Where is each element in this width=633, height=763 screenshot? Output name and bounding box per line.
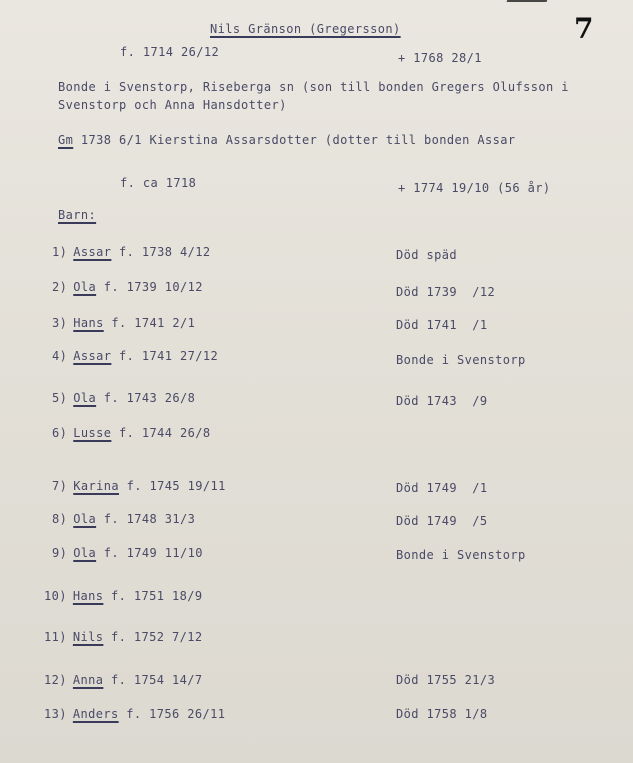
description-line-1: Bonde i Svenstorp, Riseberga sn (son till bonden Gregers Olufsson i [58, 80, 569, 94]
child-name: Ola [73, 512, 97, 526]
person-title: Nils Gränson (Gregersson) [210, 22, 401, 36]
child-birth: f. 1744 26/8 [111, 426, 211, 440]
child-number: 13) [44, 707, 67, 721]
child-note: Död 1741 /1 [396, 318, 488, 332]
child-number: 1) [52, 245, 68, 259]
person-death: + 1768 28/1 [398, 51, 482, 65]
child-note: Död späd [396, 248, 457, 262]
child-note: Död 1749 /1 [396, 481, 488, 495]
child-number: 4) [52, 349, 68, 363]
child-row [52, 479, 226, 493]
child-row [52, 512, 195, 526]
child-row [52, 391, 195, 405]
child-number: 3) [52, 316, 68, 330]
child-row [44, 589, 203, 603]
child-name: Karina [73, 479, 119, 493]
child-note: Död 1758 1/8 [396, 707, 488, 721]
child-name: Assar [73, 349, 112, 363]
child-row [52, 546, 203, 560]
marriage-text: 1738 6/1 Kierstina Assarsdotter (dotter till bonden Assar [73, 133, 516, 147]
marriage-prefix: Gm [58, 133, 74, 147]
child-note: Bonde i Svenstorp [396, 353, 526, 367]
child-row [52, 426, 211, 440]
child-name: Hans [73, 316, 104, 330]
child-name: Lusse [73, 426, 112, 440]
child-number: 9) [52, 546, 68, 560]
child-row [52, 245, 211, 259]
person-birth: f. 1714 26/12 [120, 45, 220, 59]
description-line-2: Svenstorp och Anna Hansdotter) [58, 98, 287, 112]
child-row [52, 280, 203, 294]
child-row [52, 349, 218, 363]
child-birth: f. 1756 26/11 [118, 707, 226, 721]
child-birth: f. 1743 26/8 [96, 391, 196, 405]
child-birth: f. 1748 31/3 [96, 512, 196, 526]
child-birth: f. 1751 18/9 [103, 589, 203, 603]
child-number: 8) [52, 512, 68, 526]
child-number: 6) [52, 426, 68, 440]
child-note: Död 1739 /12 [396, 285, 496, 299]
child-row [44, 673, 203, 687]
child-birth: f. 1749 11/10 [96, 546, 203, 560]
child-birth: f. 1741 27/12 [111, 349, 219, 363]
child-number: 11) [44, 630, 67, 644]
child-birth: f. 1754 14/7 [103, 673, 203, 687]
child-row [52, 316, 195, 330]
child-row [44, 707, 225, 721]
spouse-death: + 1774 19/10 (56 år) [398, 181, 551, 195]
child-birth: f. 1745 19/11 [119, 479, 226, 493]
child-name: Hans [72, 589, 104, 603]
child-number: 10) [44, 589, 67, 603]
child-note: Död 1743 /9 [396, 394, 488, 408]
children-heading: Barn: [58, 208, 97, 222]
child-note: Bonde i Svenstorp [396, 548, 526, 562]
child-name: Assar [73, 245, 112, 259]
child-name: Anders [72, 707, 119, 721]
child-birth: f. 1738 4/12 [111, 245, 211, 259]
corner-mark [507, 0, 550, 2]
child-birth: f. 1752 7/12 [103, 630, 203, 644]
page-number: 7 [574, 12, 594, 45]
child-name: Ola [73, 280, 97, 294]
child-birth: f. 1741 2/1 [103, 316, 196, 330]
child-number: 5) [52, 391, 68, 405]
child-row [44, 630, 203, 644]
marriage-line [58, 133, 515, 147]
child-number: 2) [52, 280, 68, 294]
child-note: Död 1749 /5 [396, 514, 488, 528]
child-birth: f. 1739 10/12 [96, 280, 203, 294]
child-number: 7) [52, 479, 68, 493]
child-name: Anna [72, 673, 104, 687]
child-name: Nils [72, 630, 104, 644]
child-note: Död 1755 21/3 [396, 673, 496, 687]
child-name: Ola [73, 546, 97, 560]
child-name: Ola [73, 391, 97, 405]
spouse-birth: f. ca 1718 [120, 176, 197, 190]
child-number: 12) [44, 673, 67, 687]
